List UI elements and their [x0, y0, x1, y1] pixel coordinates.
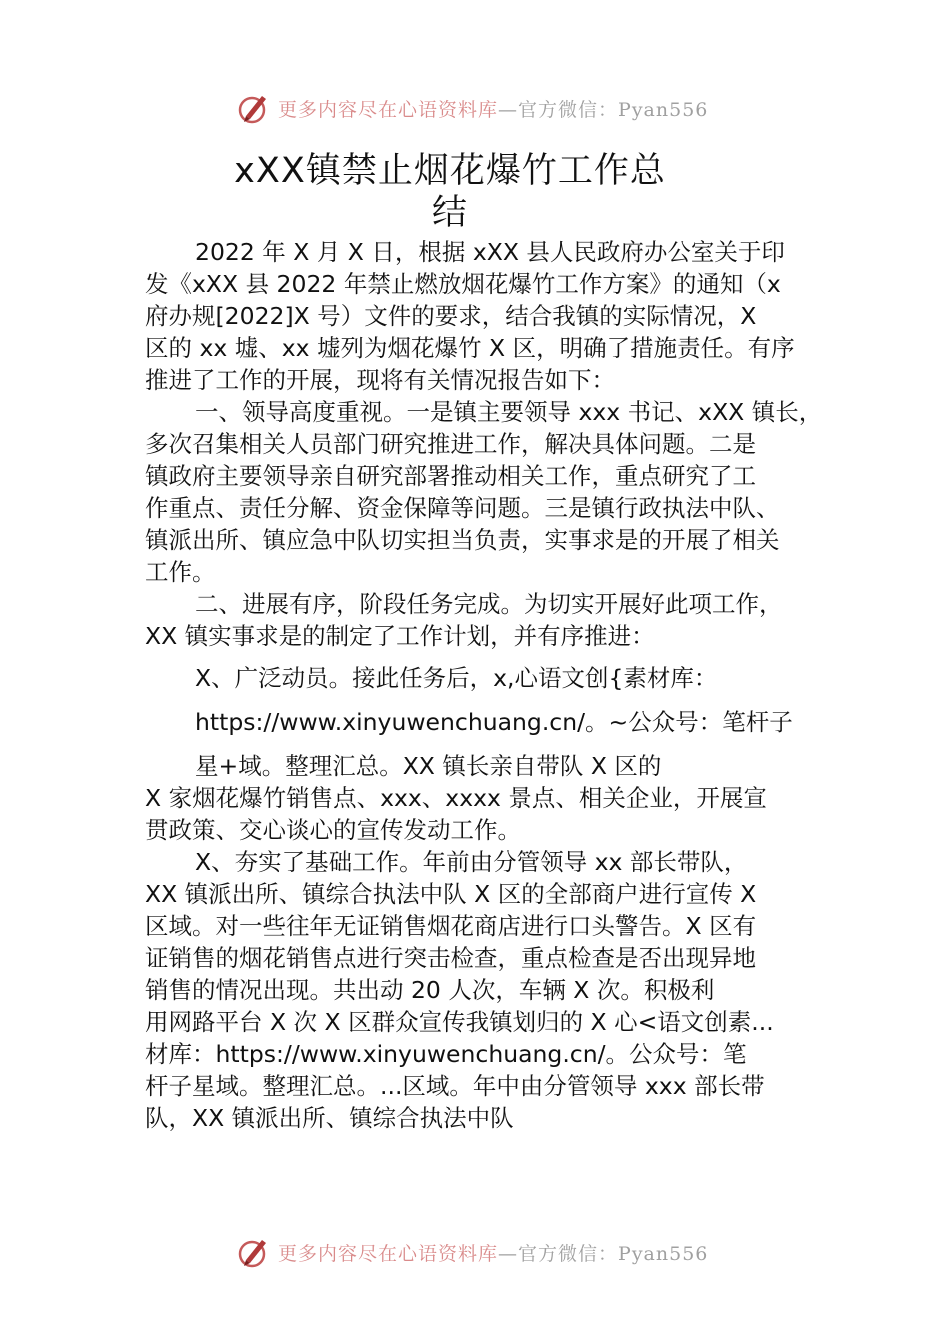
body-line: X、广泛动员。接此任务后，x,心语文创{素材库：: [195, 664, 718, 692]
body-line: 镇派出所、镇应急中队切实担当负责，实事求是的开展了相关: [145, 526, 780, 554]
body-line: 府办规[2022]X 号）文件的要求，结合我镇的实际情况，X: [145, 302, 757, 330]
body-line: 二、进展有序，阶段任务完成。为切实开展好此项工作，: [195, 590, 783, 618]
body-line: 发《xXX 县 2022 年禁止燃放烟花爆竹工作方案》的通知（x: [145, 270, 781, 298]
document-title: [190, 150, 710, 234]
body-line: X 家烟花爆竹销售点、xxx、xxxx 景点、相关企业，开展宣: [145, 784, 767, 812]
pen-logo-icon: [236, 90, 272, 126]
body-line: 作重点、责任分解、资金保障等问题。三是镇行政执法中队、: [145, 494, 780, 522]
watermark-banner-top: [236, 88, 756, 128]
body-line: XX 镇实事求是的制定了工作计划，并有序推进：: [145, 622, 655, 650]
body-line: https://www.xinyuwenchuang.cn/。~公众号：笔杆子: [195, 708, 793, 736]
body-line: 推进了工作的开展，现将有关情况报告如下：: [145, 366, 615, 394]
watermark-banner-bottom: [236, 1232, 756, 1272]
body-line: 区域。对一些往年无证销售烟花商店进行口头警告。X 区有: [145, 912, 757, 940]
body-line: X、夯实了基础工作。年前由分管领导 xx 部长带队，: [195, 848, 748, 876]
body-line: 镇政府主要领导亲自研究部署推动相关工作，重点研究了工: [145, 462, 756, 490]
pen-logo-icon: [236, 1234, 272, 1270]
body-line: 证销售的烟花销售点进行突击检查，重点检查是否出现异地: [145, 944, 756, 972]
body-line: 材库：https://www.xinyuwenchuang.cn/。公众号：笔: [145, 1040, 747, 1068]
body-line: 2022 年 X 月 X 日，根据 xXX 县人民政府办公室关于印: [195, 238, 785, 266]
body-line: 多次召集相关人员部门研究推进工作，解决具体问题。二是: [145, 430, 756, 458]
banner-wechat-label: 官方微信：: [518, 1242, 619, 1265]
body-line: 区的 xx 墟、xx 墟列为烟花爆竹 X 区，明确了措施责任。有序: [145, 334, 795, 362]
document-body: [145, 236, 835, 1134]
body-line: 销售的情况出现。共出动 20 人次，车辆 X 次。积极利: [145, 976, 715, 1004]
banner-wechat-id: Pyan556: [618, 1242, 709, 1265]
banner-site-text: 更多内容尽在心语资料库: [278, 98, 499, 121]
title-line-2: 结: [431, 193, 468, 233]
banner-wechat-id: Pyan556: [618, 98, 709, 121]
body-line: XX 镇派出所、镇综合执法中队 X 区的全部商户进行宣传 X: [145, 880, 757, 908]
body-line: 用网路平台 X 次 X 区群众宣传我镇划归的 X 心<语文创素...: [145, 1008, 774, 1036]
banner-site-text: 更多内容尽在心语资料库: [278, 1242, 499, 1265]
body-line: 工作。: [145, 558, 216, 586]
body-line: 星+域。整理汇总。XX 镇长亲自带队 X 区的: [195, 752, 662, 780]
banner-wechat-label: 官方微信：: [518, 98, 619, 121]
banner-dash: —: [498, 98, 519, 121]
body-line: 一、领导高度重视。一是镇主要领导 xxx 书记、xXX 镇长，: [195, 398, 823, 426]
body-line: 贯政策、交心谈心的宣传发动工作。: [145, 816, 521, 844]
body-line: 杆子星域。整理汇总。...区域。年中由分管领导 xxx 部长带: [145, 1072, 765, 1100]
banner-dash: —: [498, 1242, 519, 1265]
title-line-1: xXX镇禁止烟花爆竹工作总: [234, 151, 666, 191]
body-line: 队，XX 镇派出所、镇综合执法中队: [145, 1104, 514, 1132]
